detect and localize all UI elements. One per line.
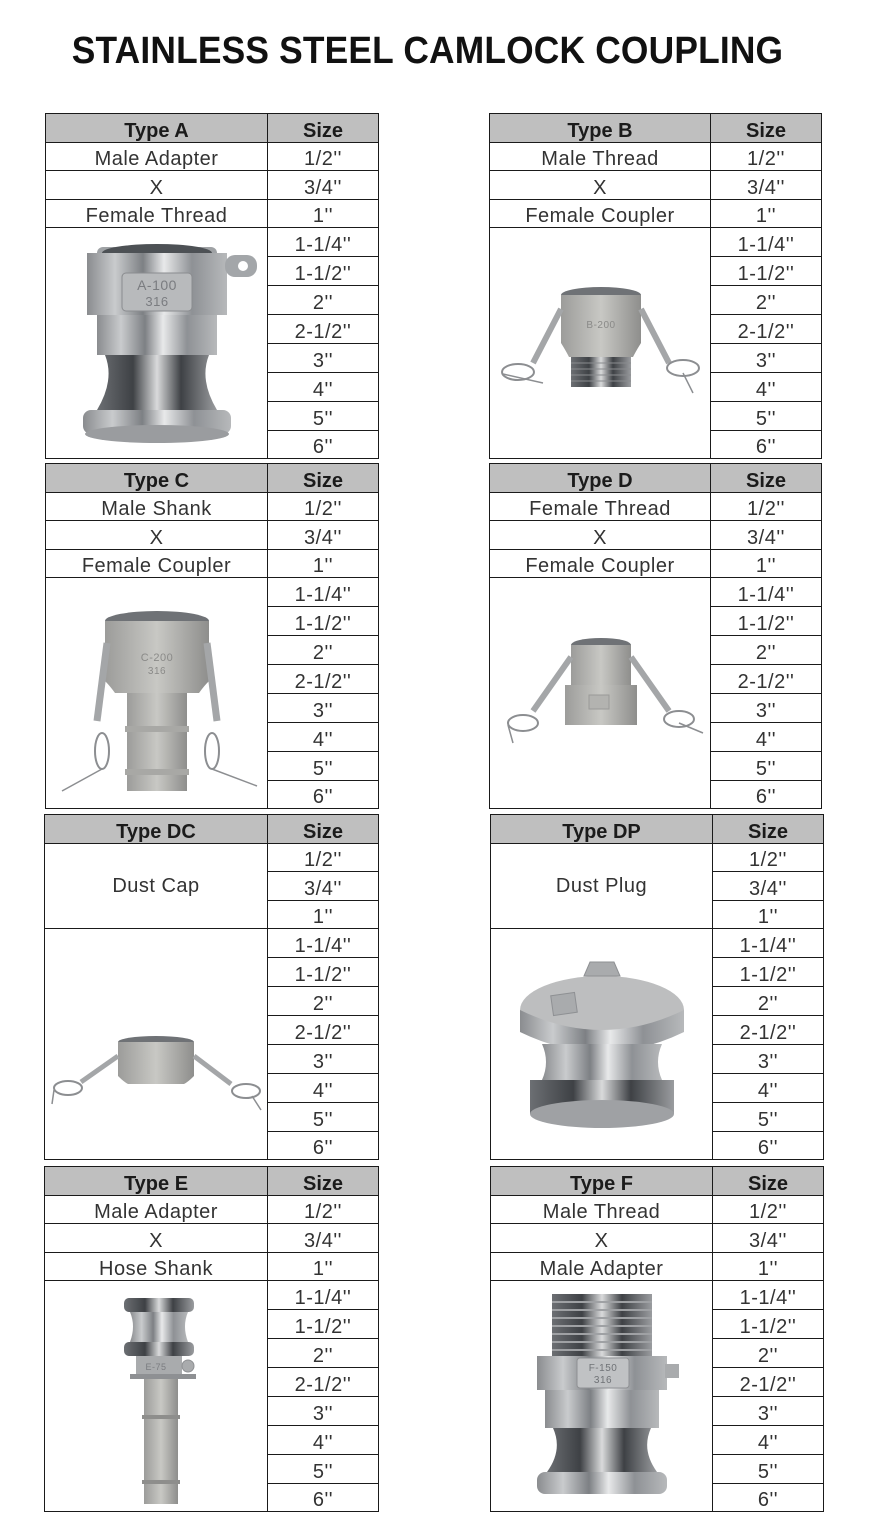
type-d-coupling-image [493,583,708,803]
type-a-table [45,113,379,459]
type-b-table [489,113,822,459]
type-a-coupling-image [57,233,257,453]
size-cell: 6'' [713,1131,824,1160]
size-header: Size [713,1167,824,1196]
size-cell: 6'' [268,1483,379,1512]
size-header: Size [268,815,379,844]
size-cell: 1/2'' [268,1195,379,1224]
type-dc-table [44,814,379,1160]
size-cell: 1-1/4'' [268,578,379,607]
desc-cell: Male Adapter [45,1195,268,1224]
desc-cell: Dust Plug [491,843,713,929]
size-cell: 2-1/2'' [713,1016,824,1045]
size-cell: 5'' [268,751,379,780]
type-e-image-cell [45,1281,268,1512]
desc-cell: X [45,1224,268,1253]
size-cell: 1/2'' [268,843,379,872]
svg-text:B-200: B-200 [585,320,616,332]
size-header: Size [711,114,822,143]
size-cell: 3/4'' [268,521,379,550]
type-a-header: Type A [46,114,268,143]
size-cell: 3'' [268,343,379,372]
size-cell: 2'' [711,286,822,315]
size-cell: 6'' [711,430,822,459]
type-dc-dust-cap-image [46,932,266,1157]
type-b-header: Type B [490,114,711,143]
size-cell: 1-1/4'' [711,578,822,607]
size-cell: 3'' [711,343,822,372]
type-b-image-cell [490,228,711,459]
size-header: Size [268,464,379,493]
size-cell: 3'' [713,1396,824,1425]
size-cell: 1/2'' [268,492,379,521]
type-d-image-cell [490,578,711,809]
svg-text:F-150: F-150 [588,1362,617,1374]
svg-text:C-200: C-200 [140,651,173,664]
type-b-coupling-image [493,233,708,453]
size-cell: 5'' [711,751,822,780]
size-cell: 3/4'' [711,171,822,200]
size-cell: 1-1/4'' [713,1281,824,1310]
size-cell: 5'' [268,1454,379,1483]
size-cell: 4'' [268,372,379,401]
size-cell: 5'' [711,401,822,430]
page-title: STAINLESS STEEL CAMLOCK COUPLING [71,30,784,72]
size-cell: 5'' [268,401,379,430]
desc-cell: Male Shank [46,492,268,521]
size-cell: 4'' [268,1425,379,1454]
type-f-image-cell [491,1281,713,1512]
size-cell: 5'' [268,1102,379,1131]
size-cell: 5'' [713,1102,824,1131]
type-dp-image-cell [491,929,713,1160]
type-c-image-cell [46,578,268,809]
size-cell: 2'' [268,286,379,315]
desc-cell: X [491,1224,713,1253]
size-cell: 1-1/2'' [268,1310,379,1339]
desc-cell: Female Coupler [46,549,268,578]
svg-text:A-100: A-100 [136,277,177,294]
size-cell: 1/2'' [713,1195,824,1224]
type-dc-header: Type DC [45,815,268,844]
svg-text:316: 316 [144,294,169,310]
desc-cell: Female Coupler [490,199,711,228]
desc-cell: Dust Cap [45,843,268,929]
desc-cell: Hose Shank [45,1252,268,1281]
size-cell: 6'' [268,430,379,459]
desc-cell: Male Thread [490,142,711,171]
size-cell: 1'' [268,900,379,929]
type-d-header: Type D [490,464,711,493]
type-dp-header: Type DP [491,815,713,844]
size-cell: 2-1/2'' [713,1368,824,1397]
size-cell: 4'' [713,1425,824,1454]
size-cell: 3'' [268,693,379,722]
size-cell: 3/4'' [711,521,822,550]
size-cell: 2-1/2'' [268,315,379,344]
size-cell: 3'' [711,693,822,722]
size-header: Size [713,815,824,844]
size-cell: 1-1/2'' [711,607,822,636]
size-cell: 1-1/4'' [713,929,824,958]
size-cell: 1'' [711,199,822,228]
size-header: Size [268,1167,379,1196]
type-f-header: Type F [491,1167,713,1196]
size-cell: 1'' [713,1252,824,1281]
desc-cell: Male Thread [491,1195,713,1224]
svg-text:E-75: E-75 [145,1361,167,1372]
size-cell: 6'' [711,780,822,809]
size-cell: 4'' [268,1073,379,1102]
size-cell: 2'' [268,987,379,1016]
size-cell: 1/2'' [711,142,822,171]
svg-text:316: 316 [593,1374,612,1386]
size-cell: 1'' [711,549,822,578]
type-e-coupling-image [96,1284,216,1509]
type-e-table [44,1166,379,1512]
size-cell: 4'' [268,722,379,751]
desc-cell: Male Adapter [46,142,268,171]
size-cell: 3'' [713,1044,824,1073]
desc-cell: Female Thread [490,492,711,521]
size-cell: 3/4'' [268,171,379,200]
type-dp-table [490,814,824,1160]
size-cell: 1-1/2'' [268,607,379,636]
type-f-table [490,1166,824,1512]
size-cell: 4'' [713,1073,824,1102]
size-cell: 1-1/4'' [268,929,379,958]
svg-text:316: 316 [147,665,166,677]
size-cell: 1'' [268,199,379,228]
size-cell: 6'' [713,1483,824,1512]
size-header: Size [711,464,822,493]
type-f-coupling-image [507,1284,697,1509]
size-cell: 3/4'' [268,872,379,901]
size-cell: 3'' [268,1396,379,1425]
type-dp-dust-plug-image [502,932,702,1157]
size-cell: 2-1/2'' [711,665,822,694]
size-cell: 1'' [268,1252,379,1281]
desc-cell: X [46,521,268,550]
size-cell: 1'' [713,900,824,929]
size-cell: 2'' [713,987,824,1016]
desc-cell: X [46,171,268,200]
size-cell: 1/2'' [268,142,379,171]
desc-cell: Male Adapter [491,1252,713,1281]
size-cell: 1-1/4'' [268,1281,379,1310]
size-cell: 1-1/2'' [268,958,379,987]
desc-cell: Female Coupler [490,549,711,578]
size-cell: 2'' [713,1339,824,1368]
size-header: Size [268,114,379,143]
size-cell: 6'' [268,780,379,809]
size-cell: 4'' [711,372,822,401]
size-cell: 2'' [268,1339,379,1368]
size-cell: 1-1/4'' [268,228,379,257]
desc-cell: X [490,171,711,200]
size-cell: 1-1/2'' [713,1310,824,1339]
size-cell: 1-1/2'' [268,257,379,286]
size-cell: 2'' [711,636,822,665]
size-cell: 2-1/2'' [711,315,822,344]
size-cell: 1/2'' [711,492,822,521]
size-cell: 2-1/2'' [268,665,379,694]
type-d-table [489,463,822,809]
size-cell: 2-1/2'' [268,1368,379,1397]
type-e-header: Type E [45,1167,268,1196]
type-c-coupling-image [52,581,262,806]
size-cell: 1-1/4'' [711,228,822,257]
type-dc-image-cell [45,929,268,1160]
size-cell: 1-1/2'' [713,958,824,987]
size-cell: 2'' [268,636,379,665]
size-cell: 1/2'' [713,843,824,872]
size-cell: 3/4'' [713,872,824,901]
type-c-header: Type C [46,464,268,493]
size-cell: 4'' [711,722,822,751]
size-cell: 5'' [713,1454,824,1483]
size-cell: 1'' [268,549,379,578]
size-cell: 3/4'' [713,1224,824,1253]
size-cell: 2-1/2'' [268,1016,379,1045]
desc-cell: X [490,521,711,550]
size-cell: 3'' [268,1044,379,1073]
size-cell: 3/4'' [268,1224,379,1253]
size-cell: 1-1/2'' [711,257,822,286]
type-a-image-cell [46,228,268,459]
type-c-table [45,463,379,809]
desc-cell: Female Thread [46,199,268,228]
size-cell: 6'' [268,1131,379,1160]
